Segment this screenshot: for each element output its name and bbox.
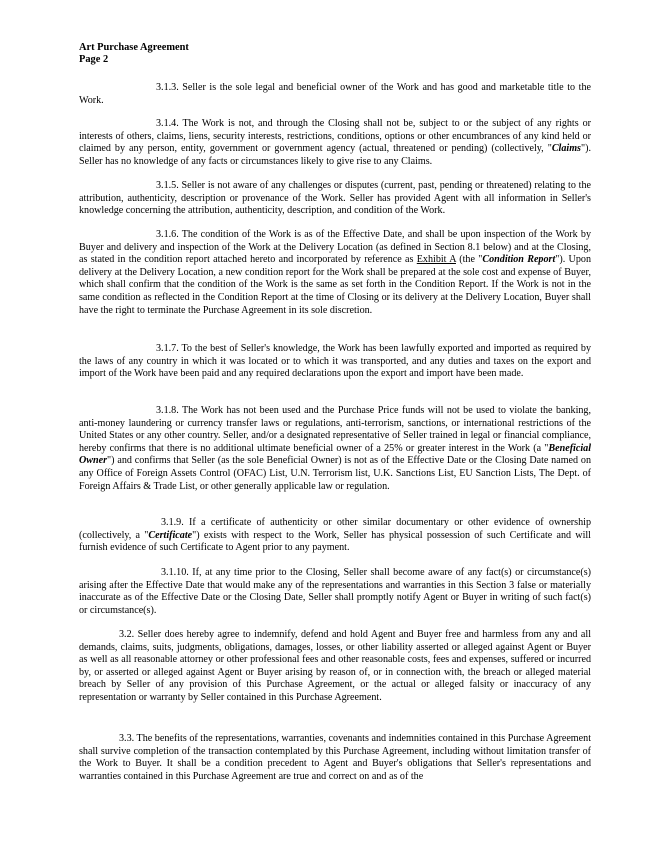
page-number: Page 2 — [79, 54, 109, 65]
clause-3-1-4: 3.1.4. The Work is not, and through the Closing shall not be, subject to or the subject of any rights or interests of others, claims, liens, security interests, restrictions, conditions, options or other encumbrances of any kind held or claimed by any person, entity, government or government agency (actual, threatened or pending) (collectively, "Claims"). Seller has no knowledge of any facts or circumstances likely to give rise to any Claims. — [79, 118, 591, 167]
defined-term-beneficial-owner: Beneficial Owner — [79, 442, 591, 467]
clause-3-1-6: 3.1.6. The condition of the Work is as of the Effective Date, and shall be upon inspection of the Work by Buyer and delivery and inspection of the Work at the Delivery Location (as defined in Section 8.1 below) and at the Closing, as stated in the condition report attached hereto and incorporated by reference as Exhibit A (the "Condition Report"). Upon delivery at the Delivery Location, a new condition report for the Work shall be prepared at the sole cost and expense of Buyer, which shall confirm that the condition of the Work is the same as set forth in the Condition Report. If the Work is not in the same condition as reflected in the Condition Report at the time of Closing or its delivery at the Delivery Location, Buyer shall have the right to terminate the Purchase Agreement in its sole discretion. — [79, 229, 591, 316]
clause-3-2: 3.2. Seller does hereby agree to indemnify, defend and hold Agent and Buyer free and harmless from any and all demands, claims, suits, judgments, obligations, damages, losses, or other liability asserted or alleged against Agent or Buyer as well as all reasonable attorney or other professional fees and other reasonable costs, fees and expenses, suffered or incurred by, or asserted or alleged against Agent or Buyer arising by reason of, or in connection with, the breach or alleged material breach by Seller of any provision of this Purchase Agreement, or the actual or alleged falsity or inaccuracy of any representation or warranty by Seller contained in this Purchase Agreement. — [79, 629, 591, 703]
clause-3-1-5: 3.1.5. Seller is not aware of any challenges or disputes (current, past, pending or threatened) relating to the attribution, authenticity, description or provenance of the Work. Seller has provided Agent with all information in Seller's knowledge concerning the attribution, authenticity, description, and condition of the Work. — [79, 180, 591, 217]
clause-3-1-9: 3.1.9. If a certificate of authenticity or other similar documentary or other evidence of ownership (collectively, a "Certificate") exists with respect to the Work, Seller has physical possession of such Certificate and will furnish evidence of such Certificate to Agent prior to any payment. — [79, 517, 591, 554]
defined-term-certificate: Certificate — [148, 529, 193, 541]
clause-3-1-3: 3.1.3. Seller is the sole legal and beneficial owner of the Work and has good and marketable title to the Work. — [79, 82, 591, 106]
document-title: Art Purchase Agreement — [79, 42, 189, 53]
clause-3-1-10: 3.1.10. If, at any time prior to the Closing, Seller shall become aware of any fact(s) or circumstance(s) arising after the Effective Date that would make any of the representations and warranties in this Section 3 false or materially inaccurate as of the Effective Date or the Closing Date, Seller shall promptly notify Agent or Buyer in writing of such fact(s) or circumstance(s). — [79, 567, 591, 616]
clause-3-1-8: 3.1.8. The Work has not been used and the Purchase Price funds will not be used to violate the banking, anti-money laundering or currency transfer laws or regulations, anti-terrorism, sanctions, or international restrictions of the United States or any other country. Seller, and/or a designated representative of Seller trained in legal or financial compliance, hereby confirms that there is no additional ultimate beneficial owner of a 25% or greater interest in the Work (a "Beneficial Owner") and confirms that Seller (as the sole Beneficial Owner) is not as of the Effective Date or the Closing Date named on any Office of Foreign Assets Control (OFAC) List, U.N. Terrorism list, U.K. Sanctions List, EU Sanction Lists, The Dept. of Foreign Affairs & Trade List, or other generally applicable law or regulation. — [79, 405, 591, 492]
defined-term-condition-report: Condition Report — [482, 254, 556, 266]
exhibit-a-reference: Exhibit A — [416, 254, 456, 266]
clause-3-3: 3.3. The benefits of the representations, warranties, covenants and indemnities contained in this Purchase Agreement shall survive completion of the transaction contemplated by this Purchase Agreement, including without limitation transfer of the Work to Buyer. It shall be a condition precedent to Agent and Buyer's obligations that Seller's representations and warranties contained in this Purchase Agreement are true and correct on and as of the — [79, 733, 591, 782]
clause-3-1-7: 3.1.7. To the best of Seller's knowledge, the Work has been lawfully exported and imported as required by the laws of any country in which it was located or to which it was transported, and any duties and taxes on the export and import of the Work have been paid and any required declarations upon the export and import have been made. — [79, 343, 591, 380]
defined-term-claims: Claims — [551, 143, 581, 155]
